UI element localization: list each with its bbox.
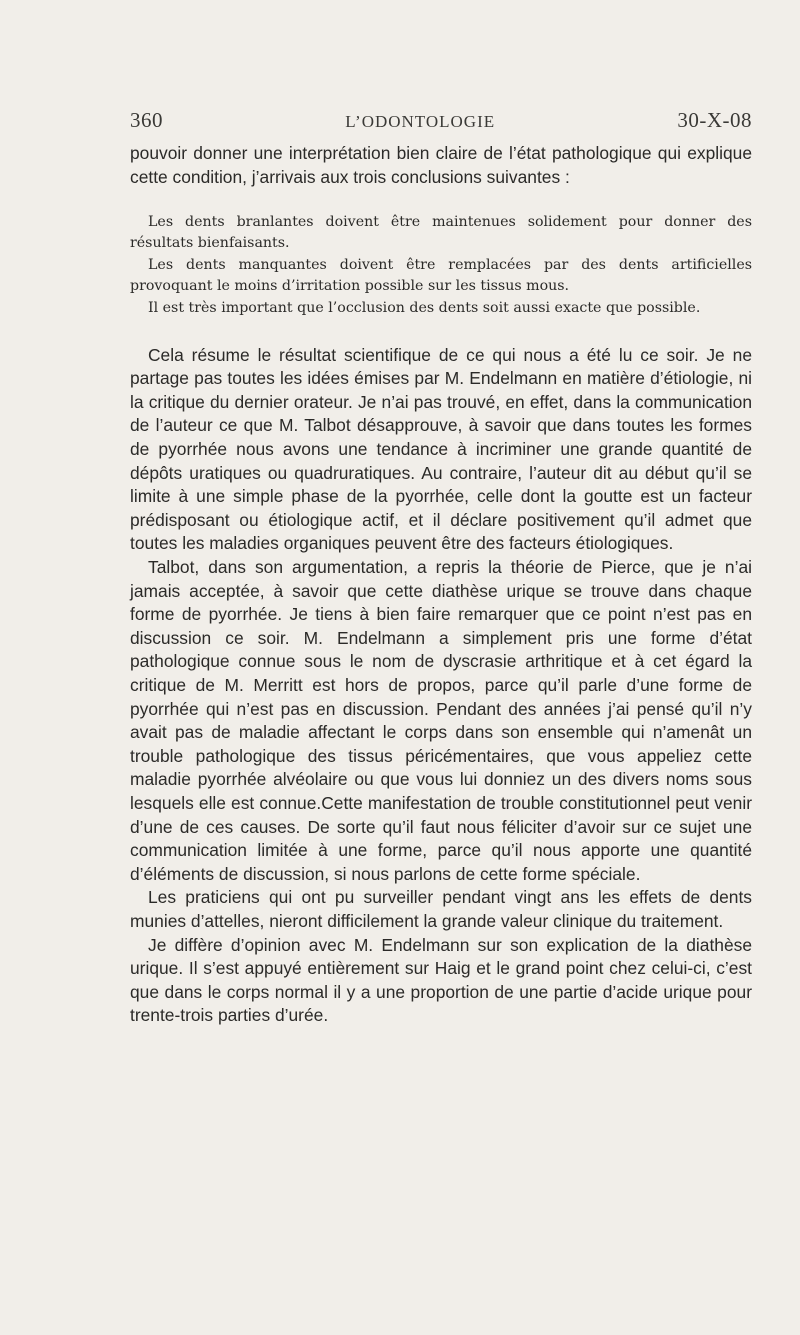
issue-date: 30-X-08 bbox=[677, 108, 752, 132]
conclusion-item: Les dents branlantes doivent être maintenues solidement pour donner des résultats bienfaisants. bbox=[130, 214, 752, 251]
running-header bbox=[130, 108, 752, 142]
page-number: 360 bbox=[130, 108, 163, 132]
page-content bbox=[130, 108, 752, 1028]
conclusions-block bbox=[130, 212, 752, 319]
body-paragraph: Les praticiens qui ont pu surveiller pendant vingt ans les effets de dents munies d’attelles, nieront difficilement la grande valeur clinique du traitement. bbox=[130, 887, 752, 931]
journal-title: L’ODONTOLOGIE bbox=[345, 112, 496, 131]
conclusion-item: Il est très important que l’occlusion des dents soit aussi exacte que possible. bbox=[148, 300, 701, 317]
body-paragraph: Je diffère d’opinion avec M. Endelmann sur son explication de la diathèse urique. Il s’est appuyé entièrement sur Haig et le grand point chez celui-ci, c’est que dans le corps normal il y a une proportion de une partie d’acide urique pour trente-trois parties d’urée. bbox=[130, 934, 752, 1026]
intro-paragraph: pouvoir donner une interprétation bien claire de l’état pathologique qui explique cette condition, j’arrivais aux trois conclusions suivantes : bbox=[130, 143, 752, 187]
body-paragraph: Cela résume le résultat scientifique de ce qui nous a été lu ce soir. Je ne partage pas toutes les idées émises par M. Endelmann en matière d’étiologie, ni la critique du dernier orateur. Je n’ai pas trouvé, en effet, dans la communication de l’auteur ce que M. Talbot désapprouve, à savoir que dans toutes les formes de pyorrhée nous avons une tendance à incriminer une grande quantité de dépôts uratiques ou quadruratiques. Au contraire, l’auteur dit au début qu’il se limite à une simple phase de la pyorrhée, celle dont la goutte est un facteur prédisposant ou étiologique actif, et il déclare positivement qu’il admet que toutes les maladies organiques peuvent être des facteurs étiologiques. bbox=[130, 344, 752, 554]
conclusion-item: Les dents manquantes doivent être remplacées par des dents artificielles provoquant le moins d’irritation possible sur les tissus mous. bbox=[130, 257, 752, 294]
body-paragraph: Talbot, dans son argumentation, a repris la théorie de Pierce, que je n’ai jamais acceptée, à savoir que cette diathèse urique se trouve dans chaque forme de pyorrhée. Je tiens à bien faire remarquer que ce point n’est pas en discussion ce soir. M. Endelmann a simplement pris une forme d’état pathologique connue sous le nom de dyscrasie arthritique et à cet égard la critique de M. Merritt est hors de propos, parce qu’il parle d’une forme de pyorrhée qui n’est pas en discussion. Pendant des années j’ai pensé qu’il n’y avait pas de maladie affectant le corps dans son ensemble qui n’amenât un trouble pathologique des tissus péricémentaires, que vous appeliez cette maladie pyorrhée alvéolaire ou que vous lui donniez un des divers noms sous lesquels elle est connue.Cette manifestation de trouble constitutionnel peut venir d’une de ces causes. De sorte qu’il faut nous féliciter d’avoir sur ce sujet une communication limitée à une forme, parce qu’il nous apporte une quantité d’éléments de discussion, si nous parlons de cette forme spéciale. bbox=[130, 557, 752, 884]
